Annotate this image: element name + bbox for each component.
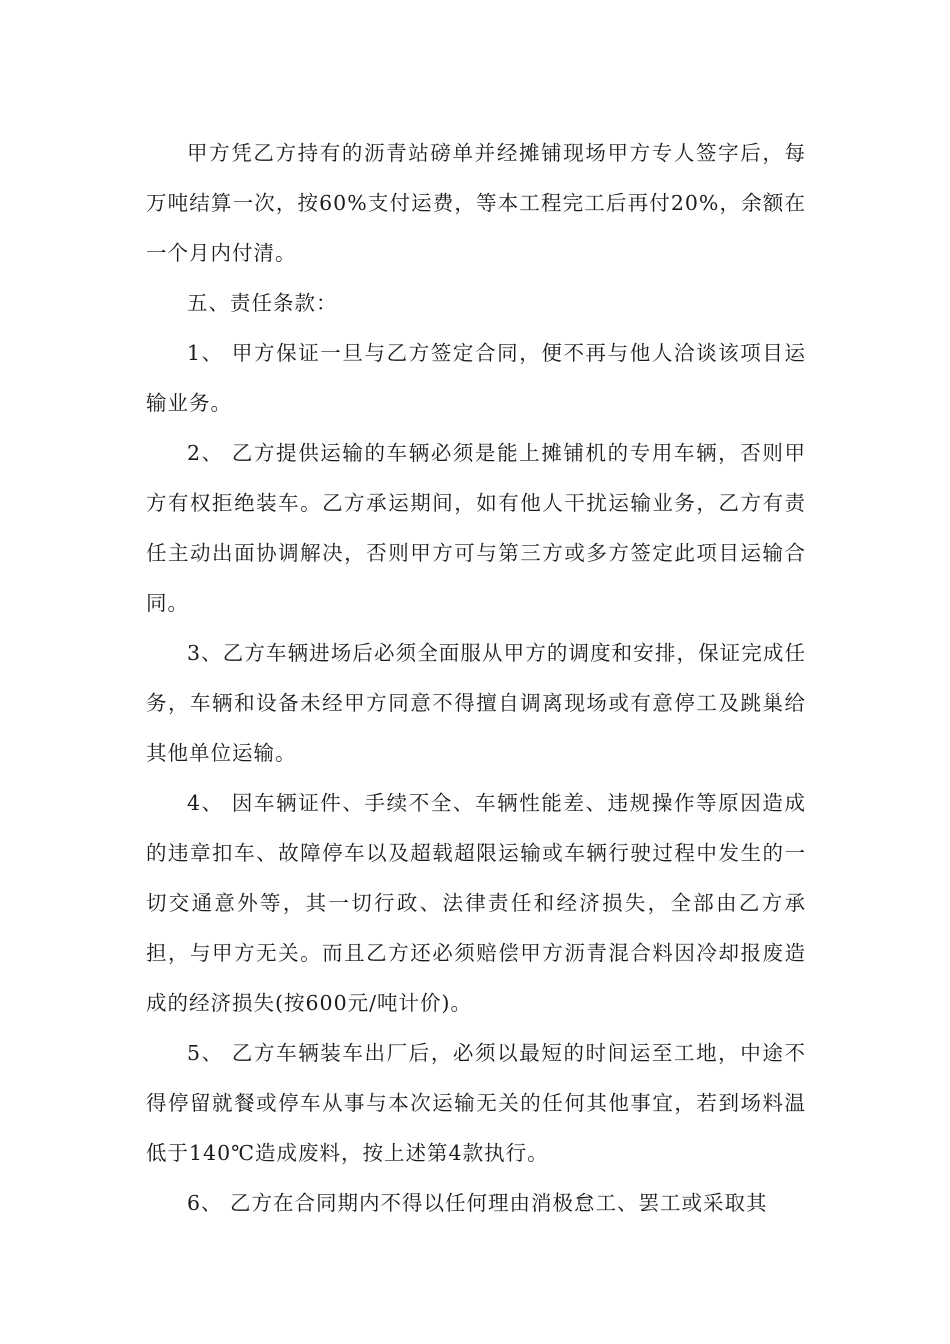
clause-5: 5、 乙方车辆装车出厂后，必须以最短的时间运至工地，中途不得停留就餐或停车从事与本次运输无关的任何其他事宜，若到场料温低于140℃造成废料，按上述第4款执行。 bbox=[146, 1041, 806, 1165]
clause-3: 3、乙方车辆进场后必须全面服从甲方的调度和安排，保证完成任务，车辆和设备未经甲方同意不得擅自调离现场或有意停工及跳巢给其他单位运输。 bbox=[146, 641, 806, 765]
clause-6: 6、 乙方在合同期内不得以任何理由消极怠工、罢工或采取其 bbox=[187, 1191, 768, 1215]
clause-4: 4、 因车辆证件、手续不全、车辆性能差、违规操作等原因造成的违章扣车、故障停车以及超载超限运输或车辆行驶过程中发生的一切交通意外等，其一切行政、法律责任和经济损失，全部由乙方承担，与甲方无关。而且乙方还必须赔偿甲方沥青混合料因冷却报废造成的经济损失(按600元/吨计价)。 bbox=[146, 791, 806, 1015]
document-page bbox=[146, 128, 806, 1228]
heading-liability-clauses: 五、责任条款： bbox=[187, 291, 338, 315]
paragraph-settlement: 甲方凭乙方持有的沥青站磅单并经摊铺现场甲方专人签字后，每 万吨结算一次，按60%支付运费，等本工程完工后再付20%，余额在一个月内付清。 bbox=[146, 141, 806, 265]
clause-2: 2、 乙方提供运输的车辆必须是能上摊铺机的专用车辆，否则甲方有权拒绝装车。乙方承运期间，如有他人干扰运输业务，乙方有责任主动出面协调解决，否则甲方可与第三方或多方签定此项目运输合同。 bbox=[146, 441, 806, 615]
clause-1: 1、 甲方保证一旦与乙方签定合同，便不再与他人洽谈该项目运输业务。 bbox=[146, 341, 806, 415]
